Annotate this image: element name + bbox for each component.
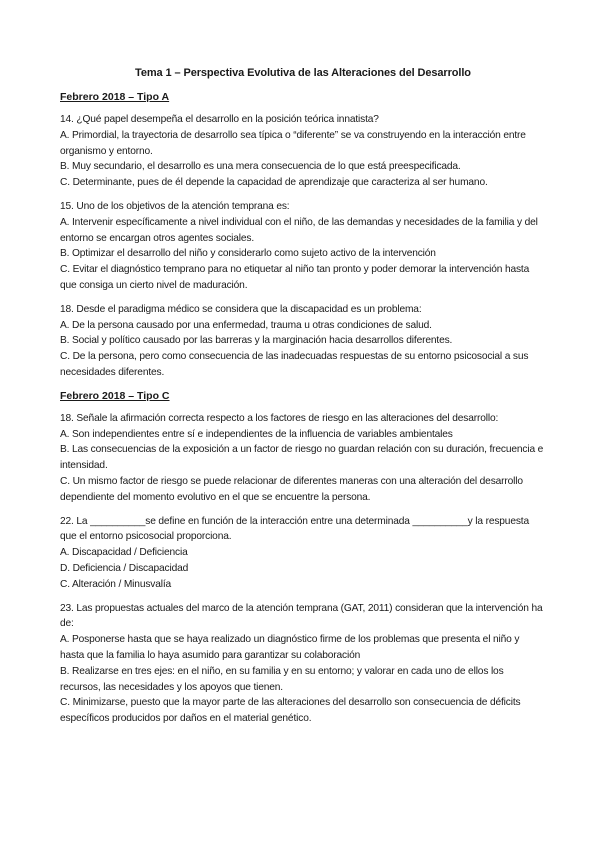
question-text: 23. Las propuestas actuales del marco de la atención temprana (GAT, 2011) consideran que la intervención ha de: bbox=[60, 602, 543, 630]
option-d: D. Deficiencia / Discapacidad bbox=[60, 562, 189, 574]
document-title: Tema 1 – Perspectiva Evolutiva de las Alteraciones del Desarrollo bbox=[135, 67, 471, 79]
document-page bbox=[60, 66, 546, 735]
option-b: B. Optimizar el desarrollo del niño y considerarlo como sujeto activo de la intervención bbox=[60, 248, 436, 260]
question-text: 18. Desde el paradigma médico se considera que la discapacidad es un problema: bbox=[60, 303, 422, 315]
section-tipo-c bbox=[60, 389, 546, 727]
option-a: A. Son independientes entre sí e independientes de la influencia de variables ambientales bbox=[60, 428, 453, 440]
option-a: A. Discapacidad / Deficiencia bbox=[60, 547, 188, 559]
option-c: C. Evitar el diagnóstico temprano para no etiquetar al niño tan pronto y poder demorar la intervención hasta que consiga un cierto nivel de maduración. bbox=[60, 264, 530, 291]
option-a: A. Posponerse hasta que se haya realizado un diagnóstico firme de los problemas que presenta el niño y hasta que la familia lo haya asumido para garantizar su colaboración bbox=[60, 634, 520, 661]
section-heading: Febrero 2018 – Tipo A bbox=[60, 91, 170, 103]
question-23 bbox=[60, 601, 546, 727]
option-c: C. Un mismo factor de riesgo se puede relacionar de diferentes maneras con una alteración del desarrollo dependiente del momento evolutivo en el que se encuentre la persona. bbox=[60, 475, 523, 503]
option-c: C. Minimizarse, puesto que la mayor parte de las alteraciones del desarrollo son consecuencia de déficits específicos producidos por daños en el material genético. bbox=[60, 697, 521, 725]
option-c: C. Determinante, pues de él depende la capacidad de aprendizaje que caracteriza al ser humano. bbox=[60, 177, 488, 189]
question-text: 14. ¿Qué papel desempeña el desarrollo en la posición teórica innatista? bbox=[60, 114, 379, 125]
question-text: 22. La __________se define en función de la interacción entre una determinada __________y la respuesta que el entorno psicosocial proporciona. bbox=[60, 515, 529, 543]
question-22 bbox=[60, 514, 546, 593]
option-b: B. Social y político causado por las barreras y la marginación hacia desarrollos diferentes. bbox=[60, 335, 453, 347]
option-b: B. Muy secundario, el desarrollo es una mera consecuencia de lo que está preespecificada. bbox=[60, 161, 461, 173]
question-18 bbox=[60, 411, 546, 506]
option-b: B. Las consecuencias de la exposición a un factor de riesgo no guardan relación con su duración, frecuencia e intensidad. bbox=[60, 444, 544, 472]
question-14 bbox=[60, 112, 546, 191]
question-text: 15. Uno de los objetivos de la atención temprana es: bbox=[60, 200, 290, 212]
option-c: C. De la persona, pero como consecuencia de las inadecuadas respuestas de su entorno psicosocial a sus necesidades diferentes. bbox=[60, 351, 529, 378]
question-text: 18. Señale la afirmación correcta respecto a los factores de riesgo en las alteraciones del desarrollo: bbox=[60, 412, 499, 424]
option-b: B. Realizarse en tres ejes: en el niño, en su familia y en su entorno; y valorar en cada uno de ellos los recursos, las necesidades y los apoyos que tienen. bbox=[60, 665, 504, 693]
option-a: A. Primordial, la trayectoria de desarrollo sea típica o “diferente” se va construyendo en la interacción entre organismo y entorno. bbox=[60, 129, 526, 157]
question-18 bbox=[60, 302, 546, 381]
question-15 bbox=[60, 199, 546, 294]
option-c: C. Alteración / Minusvalía bbox=[60, 578, 172, 590]
section-tipo-a bbox=[60, 90, 546, 381]
option-a: A. De la persona causado por una enfermedad, trauma u otras condiciones de salud. bbox=[60, 319, 432, 331]
option-a: A. Intervenir específicamente a nivel individual con el niño, de las demandas y necesidades de la familia y del entorno se encargan otros agentes sociales. bbox=[60, 216, 538, 244]
section-heading: Febrero 2018 – Tipo C bbox=[60, 389, 170, 402]
